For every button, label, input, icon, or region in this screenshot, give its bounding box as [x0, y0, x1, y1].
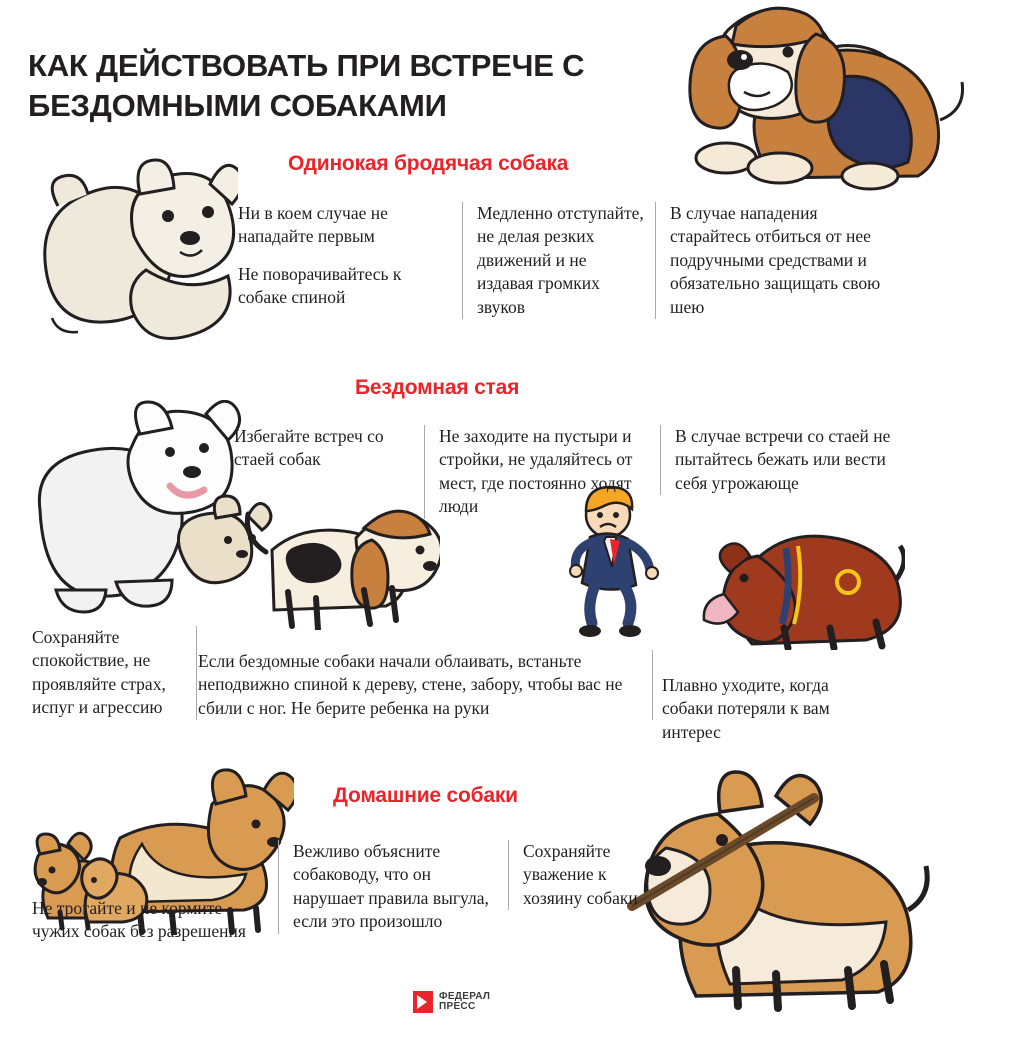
- federalpress-logo[interactable]: [413, 991, 490, 1013]
- advice-text: Не трогайте и не кормите чужих собак без разрешения: [32, 898, 246, 942]
- advice-text: В случае нападения старайтесь отбиться от нее подручными средствами и обязательно защищать свою шею: [670, 203, 881, 317]
- advice-block-pack-3: [660, 425, 901, 495]
- aggressive-red-dog-illustration: [690, 520, 905, 650]
- advice-block-pack-6: [662, 674, 872, 744]
- advice-block-pack-4: [32, 626, 197, 720]
- advice-text: В случае встречи со стаей не пытайтесь бежать или вести себя угрожающе: [675, 426, 891, 493]
- advice-block-pack-1: [234, 425, 410, 472]
- advice-block-home-2: [278, 840, 505, 934]
- beagle-sitting-illustration: [640, 0, 970, 205]
- advice-text: Сохраняйте спокойствие, не проявляйте страх, испуг и агрессию: [32, 627, 166, 718]
- advice-text: Медленно отступайте, не делая резких движений и не издавая громких звуков: [477, 203, 644, 317]
- two-spitz-dogs-illustration: [28, 150, 238, 355]
- advice-block-pack-5: [198, 650, 653, 720]
- advice-block-home-1: [32, 897, 254, 944]
- advice-text: Вежливо объясните собаководу, что он нарушает правила выгула, если это произошло: [293, 841, 489, 932]
- section-heading-home-dogs: Домашние собаки: [333, 784, 518, 807]
- advice-block-single-1: [238, 202, 434, 310]
- advice-text: Не заходите на пустыри и стройки, не удаляйтесь от мест, где постоянно ходят люди: [439, 426, 633, 517]
- advice-text: Если бездомные собаки начали облаивать, встаньте неподвижно спиной к дереву, стене, забору, чтобы вас не сбили с ног. Не берите ребенка на руки: [198, 651, 623, 718]
- section-heading-single-stray-dog: Одинокая бродячая собака: [288, 152, 569, 175]
- advice-block-single-3: [655, 202, 902, 319]
- advice-text: Не поворачивайтесь к собаке спиной: [238, 263, 402, 308]
- section-heading-stray-pack: Бездомная стая: [355, 376, 520, 399]
- logo-line-1: ФЕДЕРАЛ: [439, 990, 491, 1002]
- advice-text: Плавно уходите, когда собаки потеряли к вам интерес: [662, 675, 830, 742]
- logo-wordmark: [439, 992, 490, 1013]
- advice-block-pack-2: [424, 425, 651, 519]
- advice-block-single-2: [462, 202, 645, 319]
- advice-text: Ни в коем случае не нападайте первым: [238, 203, 388, 247]
- page-title: КАК ДЕЙСТВОВАТЬ ПРИ ВСТРЕЧЕ С БЕЗДОМНЫМИ СОБАКАМИ: [28, 48, 585, 123]
- advice-text: Сохраняйте уважение к хозяину собаки: [523, 841, 638, 908]
- advice-text: Избегайте встреч со стаей собак: [234, 426, 384, 470]
- advice-block-home-3: [508, 840, 663, 910]
- logo-line-2: ПРЕСС: [439, 1001, 476, 1012]
- play-triangle-mark-icon: [413, 991, 433, 1013]
